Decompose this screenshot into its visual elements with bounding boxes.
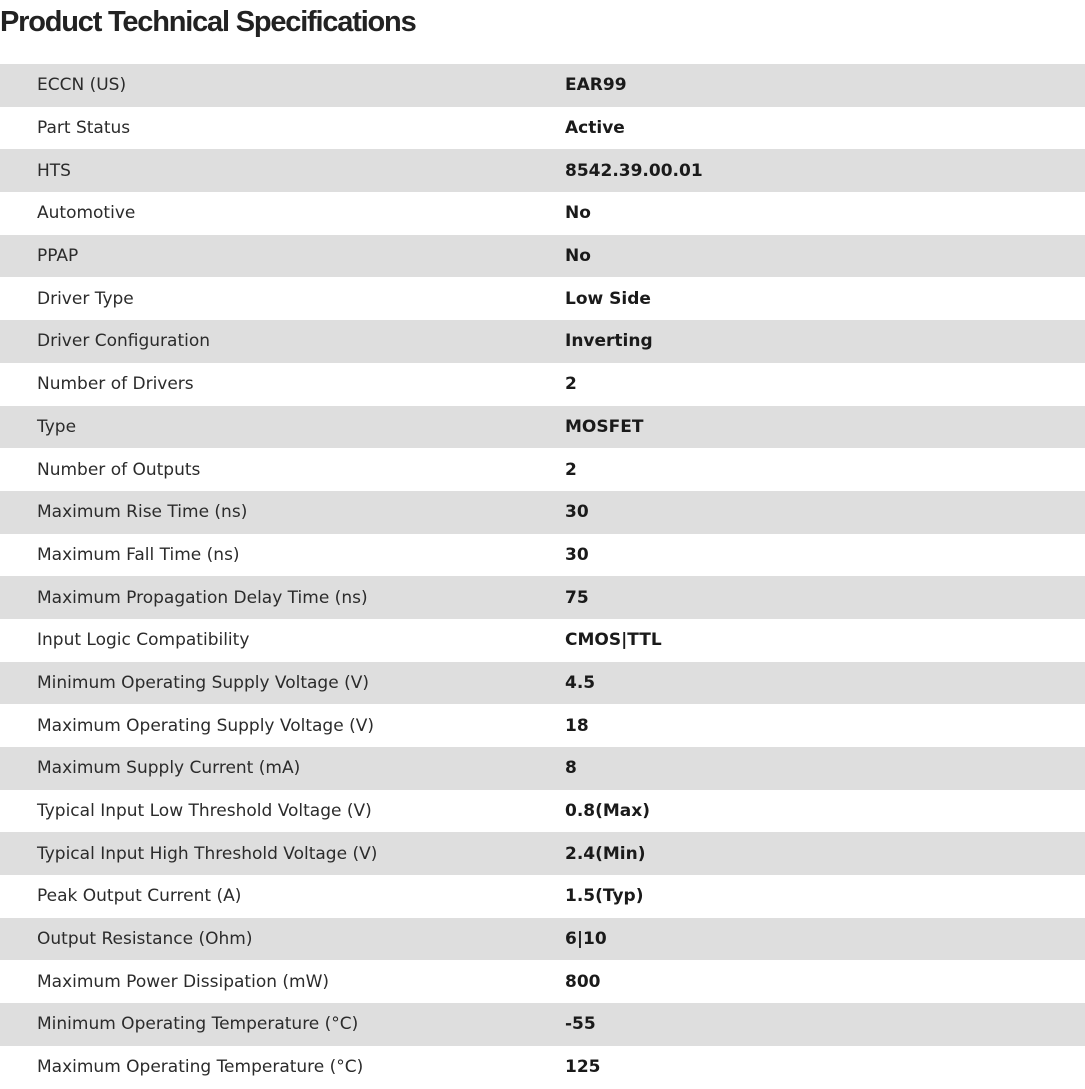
spec-label: Input Logic Compatibility: [37, 630, 250, 651]
spec-value: No: [565, 246, 591, 267]
spec-row: [0, 704, 1085, 747]
spec-row: [0, 235, 1085, 278]
spec-label: Minimum Operating Temperature (°C): [37, 1014, 359, 1035]
spec-row: [0, 747, 1085, 790]
spec-label: Automotive: [37, 203, 136, 224]
spec-label: PPAP: [37, 246, 79, 267]
spec-value: 30: [565, 502, 589, 523]
spec-value: 0.8(Max): [565, 801, 651, 822]
spec-value: Active: [565, 118, 625, 139]
spec-row: [0, 320, 1085, 363]
spec-value: CMOS|TTL: [565, 630, 662, 651]
spec-label: Type: [37, 416, 77, 437]
spec-label: Number of Outputs: [37, 459, 201, 480]
spec-label: ECCN (US): [37, 75, 127, 96]
spec-row: [0, 1046, 1085, 1089]
spec-row: [0, 107, 1085, 150]
spec-row: [0, 918, 1085, 961]
spec-value: -55: [565, 1014, 596, 1035]
spec-value: MOSFET: [565, 416, 644, 437]
spec-value: 800: [565, 971, 601, 992]
spec-value: 4.5: [565, 672, 596, 693]
spec-table: [0, 64, 1085, 1089]
spec-value: 1.5(Typ): [565, 886, 644, 907]
spec-row: [0, 192, 1085, 235]
spec-label: Output Resistance (Ohm): [37, 929, 253, 950]
spec-value: EAR99: [565, 75, 627, 96]
spec-row: [0, 149, 1085, 192]
spec-row: [0, 576, 1085, 619]
spec-row: [0, 832, 1085, 875]
spec-label: Maximum Operating Supply Voltage (V): [37, 715, 374, 736]
spec-label: HTS: [37, 160, 71, 181]
spec-row: [0, 64, 1085, 107]
spec-table-body: [0, 64, 1085, 1089]
spec-value: 125: [565, 1057, 601, 1078]
spec-label: Maximum Supply Current (mA): [37, 758, 301, 779]
spec-label: Maximum Rise Time (ns): [37, 502, 248, 523]
spec-label: Peak Output Current (A): [37, 886, 242, 907]
spec-row: [0, 1003, 1085, 1046]
spec-value: No: [565, 203, 591, 224]
spec-value: 6|10: [565, 929, 607, 950]
spec-row: [0, 619, 1085, 662]
spec-value: Low Side: [565, 288, 651, 309]
spec-label: Maximum Power Dissipation (mW): [37, 971, 330, 992]
spec-row: [0, 491, 1085, 534]
page-title: Product Technical Specifications: [0, 6, 416, 38]
spec-row: [0, 790, 1085, 833]
spec-row: [0, 363, 1085, 406]
spec-value: 18: [565, 715, 589, 736]
spec-value: 2.4(Min): [565, 843, 646, 864]
spec-label: Number of Drivers: [37, 374, 194, 395]
spec-row: [0, 960, 1085, 1003]
spec-label: Driver Configuration: [37, 331, 211, 352]
spec-label: Maximum Propagation Delay Time (ns): [37, 587, 368, 608]
spec-label: Minimum Operating Supply Voltage (V): [37, 672, 369, 693]
spec-label: Typical Input High Threshold Voltage (V): [37, 843, 378, 864]
spec-value: Inverting: [565, 331, 653, 352]
spec-value: 75: [565, 587, 589, 608]
spec-label: Maximum Operating Temperature (°C): [37, 1057, 364, 1078]
spec-label: Typical Input Low Threshold Voltage (V): [37, 801, 372, 822]
spec-value: 30: [565, 544, 589, 565]
spec-row: [0, 406, 1085, 449]
spec-value: 2: [565, 459, 577, 480]
spec-value: 8542.39.00.01: [565, 160, 703, 181]
spec-label: Part Status: [37, 118, 131, 139]
spec-value: 8: [565, 758, 577, 779]
spec-label: Driver Type: [37, 288, 134, 309]
spec-row: [0, 875, 1085, 918]
spec-row: [0, 534, 1085, 577]
spec-label: Maximum Fall Time (ns): [37, 544, 240, 565]
spec-row: [0, 277, 1085, 320]
spec-value: 2: [565, 374, 577, 395]
spec-row: [0, 448, 1085, 491]
spec-row: [0, 662, 1085, 705]
